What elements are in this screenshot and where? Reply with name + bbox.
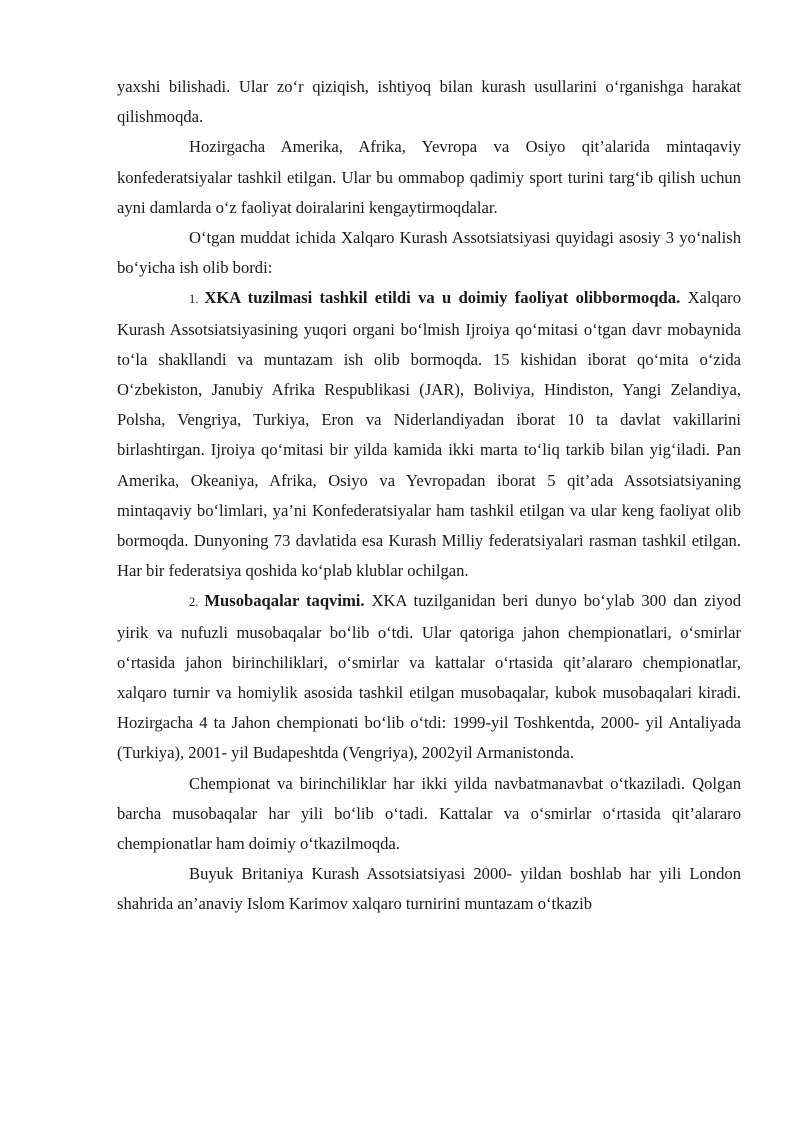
paragraph-1: yaxshi bilishadi. Ular zo‘r qiziqish, ishtiyoq bilan kurash usullarini o‘rganishga harakat qilishmoqda. [117,77,741,127]
list-number-1: 1. [189,292,199,307]
paragraph-4: Chempionat va birinchiliklar har ikki yilda navbatmanavbat o‘tkaziladi. Qolgan barcha musobaqalar har yili bo‘lib o‘tadi. Kattalar va o‘smirlar o‘rtasida qit’alararo chempionatlar ham doimiy o‘tkazilmoqda. [117,773,741,854]
list-item-1 [117,283,741,586]
document-page [117,72,741,920]
list-number-2: 2. [189,595,199,610]
list-item-2 [117,586,741,768]
list-text-2: XKA tuzilganidan beri dunyo bo‘ylab 300 dan ziyod yirik va nufuzli musobaqalar bo‘lib o‘tdi. Ular qatoriga jahon chempionatlari, o‘smirlar o‘rtasida jahon birinchiliklari, o‘smirlar va kattalar o‘rtasida qit’alararo chempionatlar, xalqaro turnir va homiylik asosida tashkil etilgan musobaqalar, kubok musobaqalari kiradi. Hozirgacha 4 ta Jahon chempionati bo‘lib o‘tdi: 1999-yil Toshkentda, 2000- yil Antaliyada (Turkiya), 2001- yil Budapeshtda (Vengriya), 2002yil Armanistonda. [117,591,741,763]
paragraph-3: O‘tgan muddat ichida Xalqaro Kurash Assotsiatsiyasi quyidagi asosiy 3 yo‘nalish bo‘yicha ish olib bordi: [117,228,741,278]
list-text-1: Xalqaro Kurash Assotsiatsiyasining yuqori organi bo‘lmish Ijroiya qo‘mitasi o‘tgan davr mobaynida to‘la shakllandi va muntazam ish olib bormoqda. 15 kishidan iborat qo‘mita o‘zida O‘zbekiston, Janubiy Afrika Respublikasi (JAR), Boliviya, Hindiston, Yangi Zelandiya, Polsha, Vengriya, Turkiya, Eron va Niderlandiyadan iborat 10 ta davlat vakillarini birlashtirgan. Ijroiya qo‘mitasi bir yilda kamida ikki marta to‘liq tarkib bilan yig‘iladi. Pan Amerika, Okeaniya, Afrika, Osiyo va Yevropadan iborat 5 qit’ada Assotsiatsiyaning mintaqaviy bo‘limlari, ya’ni Konfederatsiyalar ham tashkil etilgan va ular keng faoliyat olib bormoqda. Dunyoning 73 davlatida esa Kurash Milliy federatsiyalari rasman tashkil etilgan. Har bir federatsiya qoshida ko‘plab klublar ochilgan. [117,288,742,581]
paragraph-2: Hozirgacha Amerika, Afrika, Yevropa va Osiyo qit’alarida mintaqaviy konfederatsiyalar tashkil etilgan. Ular bu ommabop qadimiy sport turini targ‘ib qilish uchun ayni damlarda o‘z faoliyat doiralarini kengaytirmoqdalar. [117,137,741,217]
paragraph-5: Buyuk Britaniya Kurash Assotsiatsiyasi 2000- yildan boshlab har yili London shahrida an’anaviy Islom Karimov xalqaro turnirini muntazam o‘tkazib [117,864,741,914]
list-heading-2: Musobaqalar taqvimi. [204,591,365,611]
list-heading-1: XKA tuzilmasi tashkil etildi va u doimiy faoliyat olibbormoqda. [204,288,681,308]
